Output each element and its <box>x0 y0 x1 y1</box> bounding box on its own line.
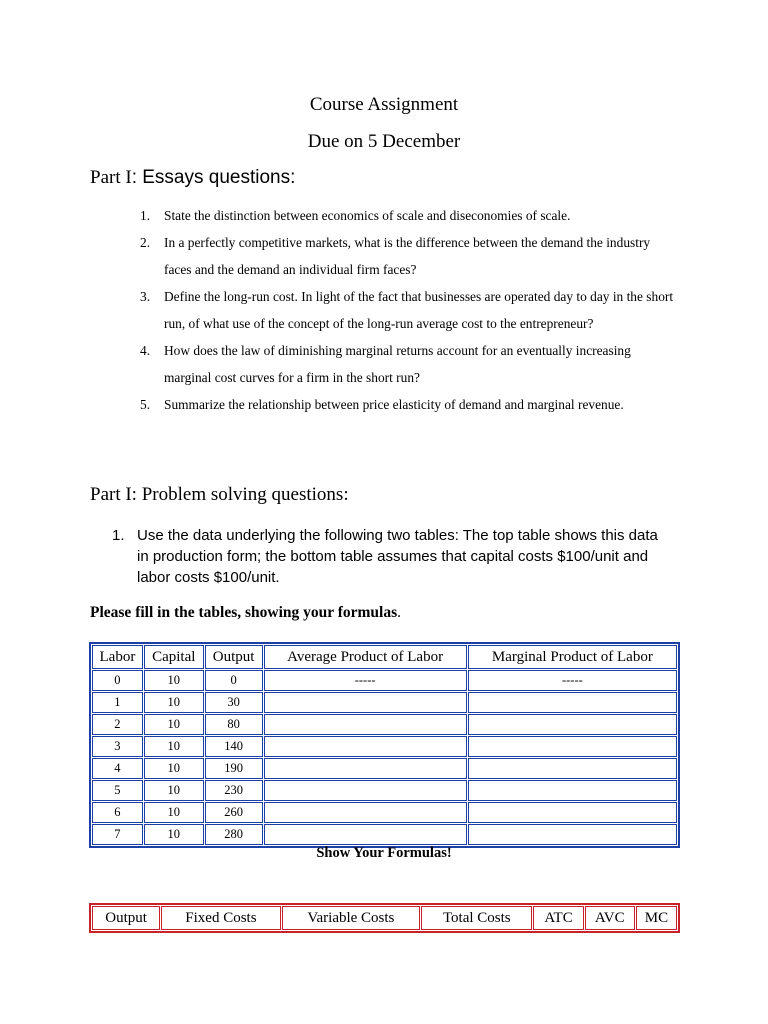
part2-heading <box>90 484 349 506</box>
essay-question <box>138 391 678 418</box>
question-number: 5. <box>140 397 151 412</box>
capital-cell: 10 <box>144 670 204 691</box>
apl-cell[interactable] <box>264 758 467 779</box>
column-header: Labor <box>92 645 143 669</box>
apl-cell[interactable] <box>264 824 467 845</box>
problem-item <box>112 525 672 588</box>
mpl-cell[interactable]: ----- <box>468 670 677 691</box>
table-row <box>92 692 677 713</box>
problem-number: 1. <box>112 527 125 544</box>
labor-cell: 7 <box>92 824 143 845</box>
table-header-row <box>92 645 677 669</box>
labor-cell: 5 <box>92 780 143 801</box>
column-header: Output <box>205 645 263 669</box>
mpl-cell[interactable] <box>468 736 677 757</box>
apl-cell[interactable] <box>264 714 467 735</box>
table-row <box>92 758 677 779</box>
labor-cell: 1 <box>92 692 143 713</box>
column-header: Capital <box>144 645 204 669</box>
mpl-cell[interactable] <box>468 780 677 801</box>
column-header: AVC <box>585 906 635 930</box>
capital-cell: 10 <box>144 714 204 735</box>
mpl-cell[interactable] <box>468 714 677 735</box>
table-header-row <box>92 906 677 930</box>
question-text: Define the long-run cost. In light of the fact that businesses are operated day to day in the short run, of what use of the concept of the long-run average cost to the entrepreneur? <box>164 289 674 331</box>
table-row <box>92 824 677 845</box>
essay-question <box>138 337 678 391</box>
question-number: 4. <box>140 343 151 358</box>
output-cell: 280 <box>205 824 263 845</box>
essay-questions-list <box>138 202 678 418</box>
capital-cell: 10 <box>144 736 204 757</box>
essay-question <box>138 202 678 229</box>
labor-cell: 0 <box>92 670 143 691</box>
column-header: Marginal Product of Labor <box>468 645 677 669</box>
column-header: Output <box>92 906 160 930</box>
instruction-period: . <box>397 604 402 621</box>
question-text: Summarize the relationship between price elasticity of demand and marginal revenue. <box>164 397 624 412</box>
show-formulas-note: Show Your Formulas! <box>316 845 452 861</box>
apl-cell[interactable] <box>264 802 467 823</box>
production-table <box>89 642 680 848</box>
instruction-text: Please fill in the tables, showing your formulas <box>90 604 398 621</box>
column-header: Average Product of Labor <box>264 645 467 669</box>
question-text: State the distinction between economics of scale and diseconomies of scale. <box>164 208 571 223</box>
labor-cell: 6 <box>92 802 143 823</box>
part1-heading-prefix: Part I <box>90 167 132 188</box>
capital-cell: 10 <box>144 802 204 823</box>
table-row <box>92 780 677 801</box>
capital-cell: 10 <box>144 780 204 801</box>
output-cell: 80 <box>205 714 263 735</box>
document-title: Course Assignment <box>309 94 459 115</box>
part1-heading-rest: : Essays questions: <box>131 167 296 188</box>
apl-cell[interactable] <box>264 736 467 757</box>
output-cell: 30 <box>205 692 263 713</box>
essay-question <box>138 229 678 283</box>
output-cell: 140 <box>205 736 263 757</box>
output-cell: 190 <box>205 758 263 779</box>
question-number: 1. <box>140 208 151 223</box>
apl-cell[interactable] <box>264 780 467 801</box>
question-number: 2. <box>140 235 151 250</box>
question-number: 3. <box>140 289 151 304</box>
capital-cell: 10 <box>144 758 204 779</box>
due-date: Due on 5 December <box>307 131 461 152</box>
mpl-cell[interactable] <box>468 758 677 779</box>
output-cell: 230 <box>205 780 263 801</box>
problem-text: Use the data underlying the following two tables: The top table shows this data in production form; the bottom table assumes that capital costs $100/unit and labor costs $100/unit. <box>137 527 658 586</box>
mpl-cell[interactable] <box>468 802 677 823</box>
column-header: Total Costs <box>421 906 532 930</box>
labor-cell: 3 <box>92 736 143 757</box>
problem-list <box>112 525 672 588</box>
table-row <box>92 736 677 757</box>
output-cell: 260 <box>205 802 263 823</box>
essay-question <box>138 283 678 337</box>
column-header: Variable Costs <box>282 906 420 930</box>
table-row <box>92 670 677 691</box>
table-row <box>92 714 677 735</box>
capital-cell: 10 <box>144 692 204 713</box>
labor-cell: 4 <box>92 758 143 779</box>
apl-cell[interactable]: ----- <box>264 670 467 691</box>
question-text: How does the law of diminishing marginal returns account for an eventually increasing marginal cost curves for a firm in the short run? <box>164 343 631 385</box>
column-header: Fixed Costs <box>161 906 280 930</box>
table-row <box>92 802 677 823</box>
part1-heading <box>90 167 295 189</box>
cost-table <box>89 903 680 933</box>
mpl-cell[interactable] <box>468 824 677 845</box>
column-header: ATC <box>533 906 583 930</box>
mpl-cell[interactable] <box>468 692 677 713</box>
column-header: MC <box>636 906 677 930</box>
capital-cell: 10 <box>144 824 204 845</box>
question-text: In a perfectly competitive markets, what is the difference between the demand the industry faces and the demand an individual firm faces? <box>164 235 651 277</box>
part2-heading-text: Part I: Problem solving questions: <box>90 484 349 505</box>
output-cell: 0 <box>205 670 263 691</box>
fill-instruction <box>90 604 401 622</box>
apl-cell[interactable] <box>264 692 467 713</box>
labor-cell: 2 <box>92 714 143 735</box>
